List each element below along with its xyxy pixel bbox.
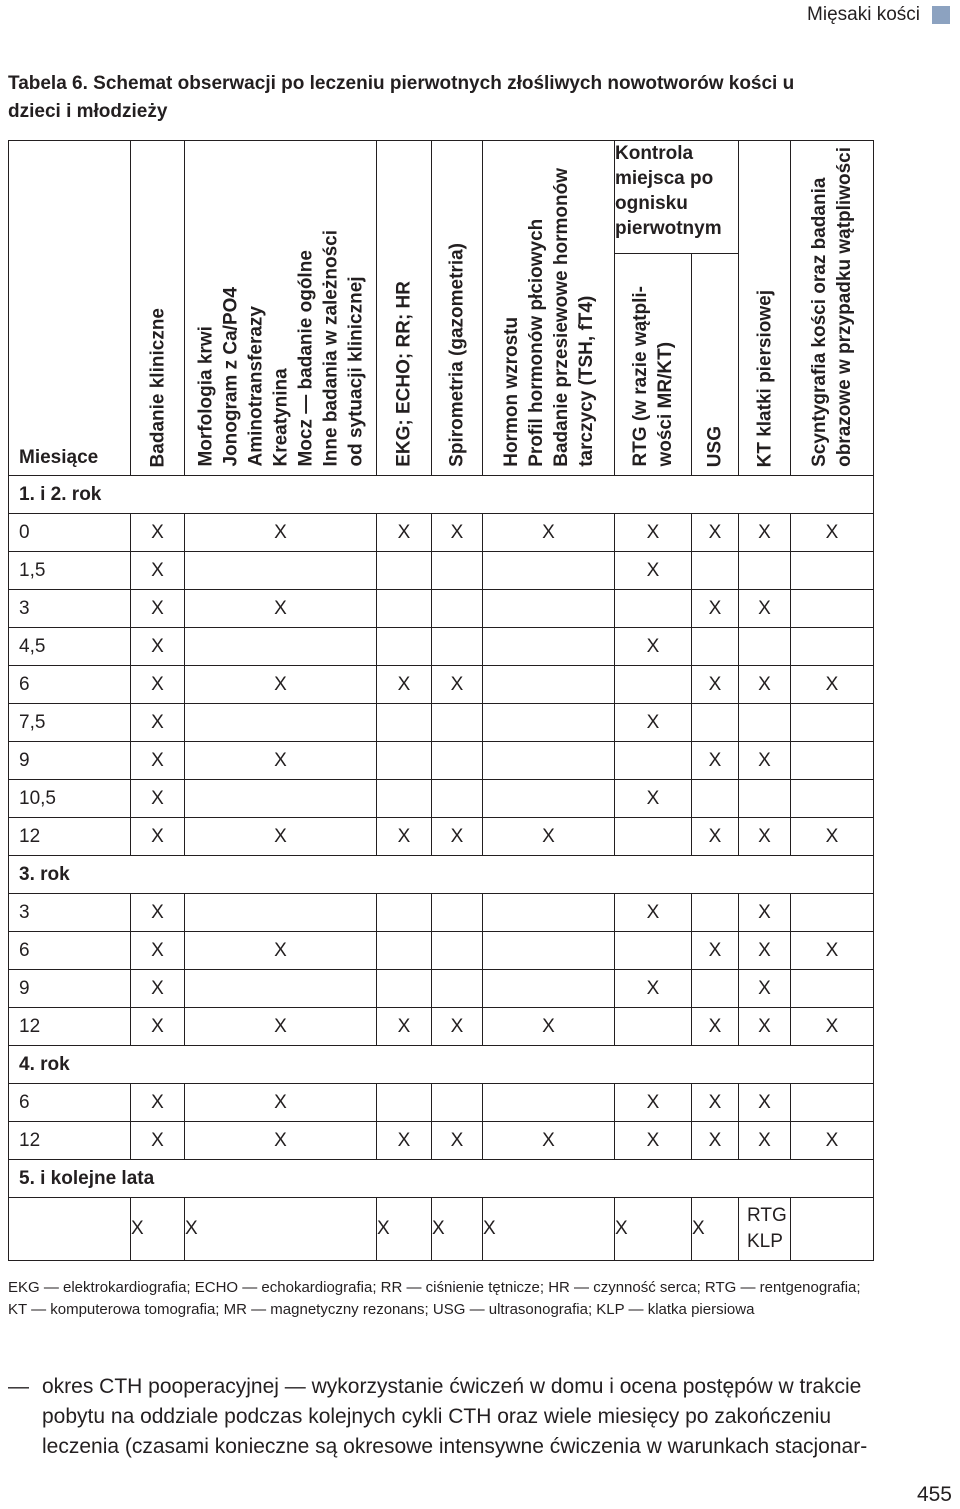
table-cell: X — [739, 514, 791, 552]
table-cell: X — [739, 894, 791, 932]
table-cell: X — [692, 818, 739, 856]
table-cell: X — [692, 1008, 739, 1046]
table-cell: X — [432, 666, 483, 704]
table-cell — [739, 704, 791, 742]
table-cell: X — [739, 742, 791, 780]
table-cell — [185, 628, 377, 666]
table-cell: X — [131, 970, 185, 1008]
table-cell: X — [185, 514, 377, 552]
table-cell: X — [739, 1084, 791, 1122]
table-cell — [483, 1084, 615, 1122]
table-cell — [483, 552, 615, 590]
table-row — [9, 742, 874, 780]
table-cell: X — [131, 742, 185, 780]
abbreviations-footnote: EKG — elektrokardiografia; ECHO — echokardiografia; RR — ciśnienie tętnicze; HR — czynność serca; RTG — rentgenografia; KT — komputerowa tomografia; MR — magnetyczny rezonans; USG — ultrasonografia; KLP — klatka piersiowa — [8, 1279, 861, 1318]
table-cell: X — [739, 590, 791, 628]
table-cell: X — [131, 1084, 185, 1122]
table-cell — [791, 552, 874, 590]
table-row — [9, 704, 874, 742]
table-row — [9, 1008, 874, 1046]
table-cell — [615, 666, 692, 704]
table-cell: X — [692, 666, 739, 704]
table-cell: X — [131, 666, 185, 704]
table-cell — [791, 590, 874, 628]
table-cell: X — [739, 970, 791, 1008]
table-cell — [791, 1198, 874, 1261]
table-cell — [185, 970, 377, 1008]
body-paragraph — [8, 1372, 878, 1462]
month-cell: 6 — [9, 666, 131, 704]
table-row — [9, 1084, 874, 1122]
table-cell: X — [185, 1008, 377, 1046]
header-ekg — [377, 141, 432, 476]
month-cell: 1,5 — [9, 552, 131, 590]
table-cell — [432, 552, 483, 590]
table-cell: X — [615, 1122, 692, 1160]
table-cell — [483, 970, 615, 1008]
table-cell — [483, 590, 615, 628]
table-cell — [377, 970, 432, 1008]
table-cell: X — [739, 1122, 791, 1160]
header-months — [9, 141, 131, 476]
month-cell: 6 — [9, 1084, 131, 1122]
table-cell: X — [185, 666, 377, 704]
table-cell — [692, 552, 739, 590]
table-cell: X — [131, 514, 185, 552]
table-cell: X — [377, 1008, 432, 1046]
table-cell: X — [131, 1122, 185, 1160]
table-row — [9, 666, 874, 704]
table-cell: X — [692, 1084, 739, 1122]
table-cell — [377, 932, 432, 970]
table-cell: X — [615, 1084, 692, 1122]
table-cell — [432, 704, 483, 742]
section-title: 4. rok — [9, 1046, 874, 1084]
table-cell — [791, 628, 874, 666]
month-cell: 3 — [9, 590, 131, 628]
table-cell — [791, 704, 874, 742]
table-cell — [377, 894, 432, 932]
table-cell — [692, 628, 739, 666]
table-cell: X — [185, 1198, 377, 1261]
header-spirometry — [432, 141, 483, 476]
table-cell: X — [432, 818, 483, 856]
table-cell — [432, 894, 483, 932]
table-cell: X — [131, 780, 185, 818]
table-row — [9, 818, 874, 856]
table-cell — [432, 780, 483, 818]
table-cell: X — [615, 704, 692, 742]
table-cell — [692, 970, 739, 1008]
table-cell — [377, 704, 432, 742]
table-cell — [692, 894, 739, 932]
table-cell: X — [692, 1122, 739, 1160]
table-row — [9, 628, 874, 666]
table-cell: X — [791, 1008, 874, 1046]
table-cell — [615, 932, 692, 970]
table-cell — [377, 628, 432, 666]
running-head-title: Mięsaki kości — [807, 4, 920, 25]
table-cell — [739, 628, 791, 666]
month-cell: 3 — [9, 894, 131, 932]
table-cell: RTG KLP — [739, 1198, 791, 1261]
table-row — [9, 894, 874, 932]
table-cell: X — [615, 780, 692, 818]
table-cell: X — [615, 628, 692, 666]
table-cell: X — [692, 932, 739, 970]
table-cell — [692, 704, 739, 742]
page-number: 455 — [916, 1483, 952, 1506]
table-cell — [432, 742, 483, 780]
table-cell — [432, 628, 483, 666]
table-cell: X — [432, 1198, 483, 1261]
table-cell: X — [615, 1198, 692, 1261]
section-title: 5. i kolejne lata — [9, 1160, 874, 1198]
table-cell: X — [692, 590, 739, 628]
running-head-square-icon — [932, 6, 950, 24]
header-rtg-label: RTG (w razie wątpli- wości MR/KT) — [630, 286, 676, 467]
table-cell: X — [432, 1008, 483, 1046]
month-cell: 9 — [9, 970, 131, 1008]
table-cell — [483, 704, 615, 742]
table-cell — [377, 742, 432, 780]
table-cell: X — [131, 1008, 185, 1046]
table-cell: X — [739, 1008, 791, 1046]
table-cell — [432, 970, 483, 1008]
table-cell — [791, 1084, 874, 1122]
header-chest-ct — [739, 141, 791, 476]
table-cell: X — [791, 666, 874, 704]
table-cell — [739, 780, 791, 818]
table-row — [9, 1198, 874, 1261]
table-cell — [791, 780, 874, 818]
table-cell: X — [185, 932, 377, 970]
table-cell: X — [131, 818, 185, 856]
section-title: 3. rok — [9, 856, 874, 894]
table-cell — [432, 1084, 483, 1122]
table-cell — [483, 628, 615, 666]
table-row — [9, 970, 874, 1008]
table-cell: X — [131, 704, 185, 742]
table-cell: X — [377, 818, 432, 856]
table-row — [9, 1122, 874, 1160]
month-cell: 10,5 — [9, 780, 131, 818]
table-cell — [692, 780, 739, 818]
table-cell: X — [131, 1198, 185, 1261]
header-months-label: Miesiące — [19, 447, 99, 468]
header-ekg-label: EKG; ECHO; RR; HR — [393, 281, 415, 467]
table-cell: X — [791, 1122, 874, 1160]
table-cell: X — [131, 932, 185, 970]
month-cell: 12 — [9, 818, 131, 856]
running-head — [807, 4, 950, 26]
table-cell — [615, 818, 692, 856]
table-cell: X — [739, 932, 791, 970]
header-scintigraphy — [791, 141, 874, 476]
header-clinical-label: Badanie kliniczne — [147, 307, 168, 467]
table-cell — [615, 590, 692, 628]
table-cell: X — [377, 1122, 432, 1160]
month-cell: 4,5 — [9, 628, 131, 666]
month-cell: 12 — [9, 1122, 131, 1160]
table-cell — [185, 552, 377, 590]
table-cell: X — [377, 514, 432, 552]
table-cell: X — [432, 514, 483, 552]
table-cell: X — [791, 932, 874, 970]
table-cell — [615, 742, 692, 780]
table-cell — [377, 590, 432, 628]
table-cell — [377, 780, 432, 818]
table-cell: X — [739, 666, 791, 704]
table-cell: X — [692, 514, 739, 552]
table-cell — [432, 932, 483, 970]
table-cell: X — [131, 894, 185, 932]
table-cell: X — [483, 818, 615, 856]
table-cell: X — [791, 818, 874, 856]
list-dash: — — [8, 1375, 29, 1398]
section-title: 1. i 2. rok — [9, 476, 874, 514]
table-caption: Tabela 6. Schemat obserwacji po leczeniu pierwotnych złośliwych nowotworów kości u dzieci i młodzieży — [8, 73, 795, 122]
table-cell: X — [791, 514, 874, 552]
table-cell — [185, 894, 377, 932]
month-cell: 0 — [9, 514, 131, 552]
table-cell — [377, 1084, 432, 1122]
month-cell: 9 — [9, 742, 131, 780]
table-cell — [791, 742, 874, 780]
table-cell — [791, 894, 874, 932]
table-cell: X — [131, 552, 185, 590]
table-cell: X — [483, 1008, 615, 1046]
table-row — [9, 780, 874, 818]
month-cell: 7,5 — [9, 704, 131, 742]
header-chest-ct-label: KT klatki piersiowej — [754, 289, 775, 467]
header-clinical — [131, 141, 185, 476]
table-cell — [483, 742, 615, 780]
table-row — [9, 932, 874, 970]
month-cell: 6 — [9, 932, 131, 970]
table-cell: X — [483, 514, 615, 552]
header-group-control: Kontrola miejsca po ognisku pierwotnym — [615, 141, 739, 254]
table-cell — [483, 894, 615, 932]
header-blood-label: Morfologia krwi Jonogram z Ca/PO4 Aminotransferazy Kreatynina Mocz — badanie ogólne Inne badania w zależności od sytuacji klinicznej — [195, 230, 366, 467]
table-cell: X — [483, 1122, 615, 1160]
table-cell — [432, 590, 483, 628]
table-row — [9, 514, 874, 552]
table-cell: X — [615, 894, 692, 932]
month-cell: 12 — [9, 1008, 131, 1046]
table-cell: X — [185, 590, 377, 628]
header-usg — [692, 254, 739, 476]
header-spirometry-label: Spirometria (gazometria) — [446, 243, 468, 467]
table-cell — [185, 780, 377, 818]
table-row — [9, 552, 874, 590]
table-cell — [483, 932, 615, 970]
table-cell — [483, 666, 615, 704]
header-usg-label: USG — [704, 425, 726, 467]
table-cell: X — [131, 628, 185, 666]
table-cell: X — [185, 1122, 377, 1160]
table-cell — [615, 1008, 692, 1046]
table-cell: X — [615, 970, 692, 1008]
table-cell: X — [483, 1198, 615, 1261]
month-cell — [9, 1198, 131, 1261]
table-cell — [483, 780, 615, 818]
table-cell: X — [615, 552, 692, 590]
table-cell: X — [131, 590, 185, 628]
table-cell: X — [377, 1198, 432, 1261]
table-cell: X — [185, 742, 377, 780]
header-hormones — [483, 141, 615, 476]
table-cell: X — [377, 666, 432, 704]
table-cell: X — [739, 818, 791, 856]
table-cell: X — [692, 1198, 739, 1261]
table-cell — [377, 552, 432, 590]
table-body — [9, 476, 874, 1261]
header-scintigraphy-label: Scyntygrafia kości oraz badania obrazowe w przypadku wątpliwości — [809, 147, 855, 467]
observation-table — [8, 140, 874, 1261]
table-cell: X — [692, 742, 739, 780]
table-cell: X — [185, 1084, 377, 1122]
header-rtg — [615, 254, 692, 476]
table-cell — [739, 552, 791, 590]
table-cell — [791, 970, 874, 1008]
body-paragraph-text: okres CTH pooperacyjnej — wykorzystanie ćwiczeń w domu i ocena postępów w trakcie pobytu na oddziale podczas kolejnych cykli CTH oraz wiele miesięcy po zakończeniu leczenia (czasami konieczne są okresowe intensywne ćwiczenia w warunkach stacjonar- — [42, 1375, 868, 1458]
table-cell: X — [615, 514, 692, 552]
table-cell: X — [432, 1122, 483, 1160]
table-cell: X — [185, 818, 377, 856]
table-cell — [185, 704, 377, 742]
table-row — [9, 590, 874, 628]
header-hormones-label: Hormon wzrostu Profil hormonów płciowych Badanie przesiewowe hormonów tarczycy (TSH, fT4) — [500, 168, 597, 467]
header-blood — [185, 141, 377, 476]
